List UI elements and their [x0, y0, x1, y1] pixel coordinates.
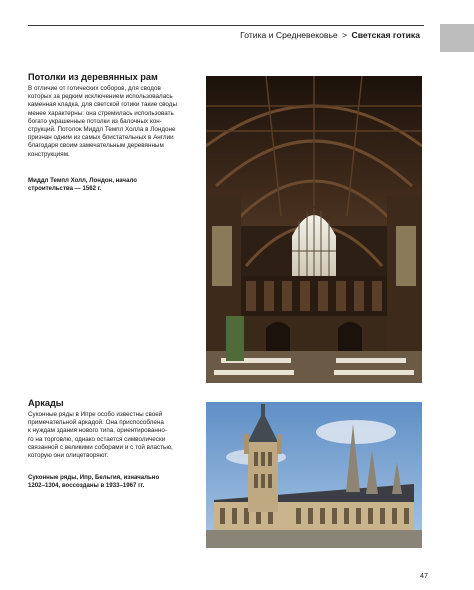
- section-1-title: Потолки из деревянных рам: [28, 72, 158, 82]
- section-2-line: го на торговлю, однако остается символически: [28, 435, 166, 443]
- caption-line: Суконные ряды, Ипр, Бельгия, изначально: [28, 474, 160, 481]
- page-number: 47: [420, 571, 428, 580]
- running-header: [28, 30, 420, 41]
- section-1-line: благодаря своим замечательным деревянным: [28, 142, 164, 150]
- section-1-line: В отличие от готических соборов, для сводов: [28, 85, 161, 92]
- header-rule: [28, 25, 424, 26]
- section-2-line: к нуждам здания нового типа, ориентированно-: [28, 427, 167, 435]
- section-1-line: признан одним из самых блистательных в Англии: [28, 134, 174, 142]
- header-section: Светская готика: [351, 30, 420, 40]
- section-2-line: которую они олицетворяют.: [28, 452, 109, 460]
- section-1-line: богато украшенные потолки из балочных кон-: [28, 117, 162, 125]
- section-1-line: каменная кладка, для светской готики такие своды: [28, 101, 177, 109]
- header-separator: >: [342, 30, 348, 40]
- section-2-line: связанной с великими соборами и с той властью,: [28, 443, 173, 451]
- caption-line: 1202–1304, воссозданы в 1933–1967 гг.: [28, 482, 145, 489]
- section-2-caption: [28, 474, 200, 490]
- header-chapter: Готика и Средневековье: [240, 30, 338, 40]
- section-1-line: струкций. Потолок Миддл Темпл Холла в Лондоне: [28, 126, 176, 134]
- section-1-line: менее характерны: она стремилась использовать: [28, 109, 174, 117]
- section-1-line: которых за редким исключением использовалась: [28, 93, 173, 101]
- section-2-line: примечательной аркадой. Она приспособлена: [28, 419, 164, 427]
- caption-line: Миддл Темпл Холл, Лондон, начало: [28, 177, 137, 184]
- section-1-caption: [28, 177, 200, 193]
- section-1-line: конструкциям.: [28, 150, 70, 158]
- section-tab: [440, 24, 474, 52]
- middle-temple-hall-photo: [206, 76, 422, 383]
- section-1-body: [28, 85, 200, 159]
- section-2-body: [28, 411, 200, 460]
- section-2-title: Аркады: [28, 398, 64, 408]
- cloth-hall-ypres-photo: [206, 402, 422, 548]
- section-2-line: Суконные ряды в Ипре особо известны своей: [28, 411, 163, 418]
- caption-line: строительства — 1562 г.: [28, 185, 102, 192]
